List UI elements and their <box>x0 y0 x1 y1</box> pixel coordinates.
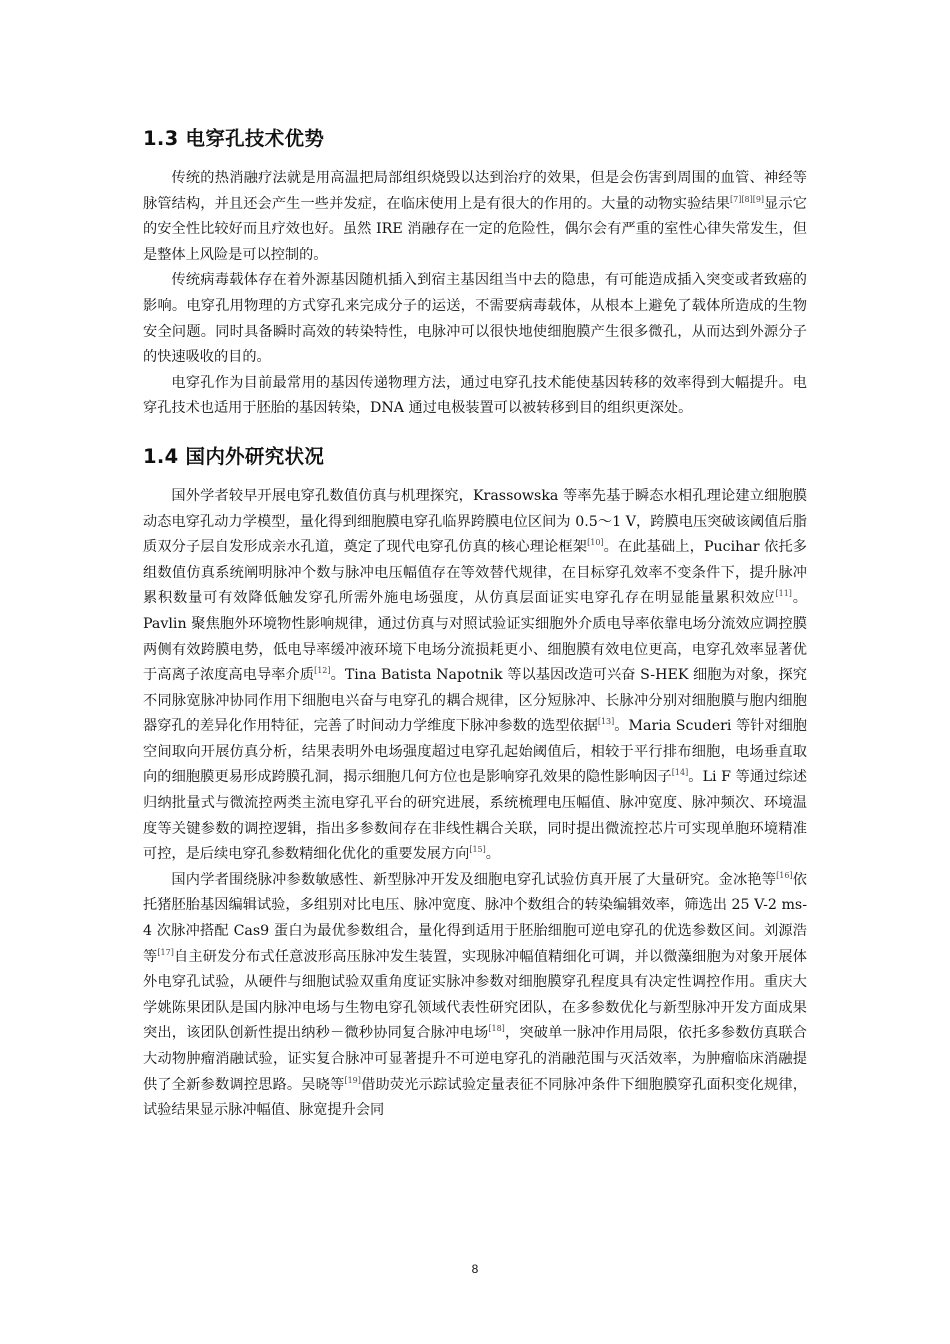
paragraph <box>143 166 807 268</box>
citation: [11] <box>775 589 792 599</box>
text-run: 借助荧光示踪试验定量表征不同脉冲条件下细胞膜穿孔面积变化规律，试验结果显示脉冲幅值、脉宽提升会同 <box>143 1076 807 1119</box>
text-run: 传统的热消融疗法就是用高温把局部组织烧毁以达到治疗的效果，但是会伤害到周围的血管、神经等脉管结构，并且还会产生一些并发症，在临床使用上是有很大的作用的。大量的动物实验结果 <box>143 170 807 212</box>
paragraph <box>143 484 807 868</box>
text-run: 显示它的安全性比较好而且疗效也好。虽然 IRE 消融存在一定的危险性，偶尔会有严重的室性心律失常发生，但是整体上风险是可以控制的。 <box>143 195 807 263</box>
text-run: 。Li F 等通过综述归纳批量式与微流控两类主流电穿孔平台的研究进展，系统梳理电压幅值、脉冲宽度、脉冲频次、环境温度等关键参数的调控逻辑，指出多参数间存在非线性耦合关联，同时提出微流控芯片可实现单胞环境精准可控，是后续电穿孔参数精细化优化的重要发展方向 <box>143 769 807 863</box>
paragraph <box>143 868 807 1124</box>
citation: [13] <box>597 717 615 727</box>
page-number: 8 <box>471 1262 479 1276</box>
paragraph: 传统病毒载体存在着外源基因随机插入到宿主基因组当中去的隐患，有可能造成插入突变或者致癌的影响。电穿孔用物理的方式穿孔来完成分子的运送，不需要病毒载体，从根本上避免了载体所造成的生物安全问题。同时具备瞬时高效的转染特性，电脉冲可以很快地使细胞膜产生很多微孔，从而达到外源分子的快速吸收的目的。 <box>143 272 807 366</box>
citation: [17] <box>157 947 174 957</box>
text-run: 。Pavlin 聚焦胞外环境物性影响规律，通过仿真与对照试验证实细胞外介质电导率依靠电场分流效应调控膜两侧有效跨膜电势，低电导率缓冲液环境下电场分流损耗更小、细胞膜有效电位更高，电穿孔效率显著优于高离子浓度高电导率介质 <box>143 590 807 684</box>
text-run: 国外学者较早开展电穿孔数值仿真与机理探究，Krassowska 等率先基于瞬态水相孔理论建立细胞膜动态电穿孔动力学模型，量化得到细胞膜电穿孔临界跨膜电位区间为 0.5～1 V，跨膜电压突破该阈值后脂质双分子层自发形成亲水孔道，奠定了现代电穿孔仿真的核心理论框架 <box>143 487 807 556</box>
text-run: 。 <box>485 846 500 863</box>
paragraph: 电穿孔作为目前最常用的基因传递物理方法，通过电穿孔技术能使基因转移的效率得到大幅提升。电穿孔技术也适用于胚胎的基因转染，DNA 通过电极装置可以被转移到目的组织更深处。 <box>143 374 807 417</box>
citation: [7][8][9] <box>730 194 765 204</box>
citation: [19] <box>344 1075 361 1085</box>
text-run: 依托猪胚胎基因编辑试验，多组别对比电压、脉冲宽度、脉冲个数组合的转染编辑效率，筛选出 25 V-2 ms-4 次脉冲搭配 Cas9 蛋白为最优参数组合，量化得到适用于胚胎细胞可逆电穿孔的优选参数区间。刘源浩等 <box>143 871 807 965</box>
text-run: 。Maria Scuderi 等针对细胞空间取向开展仿真分析，结果表明外电场强度超过电穿孔起始阈值后，相较于平行排布细胞，电场垂直取向的细胞膜更易形成跨膜孔洞，揭示细胞几何方位也是影响穿孔效果的隐性影响因子 <box>143 718 807 786</box>
citation: [12] <box>314 666 331 676</box>
text-run: 。Tina Batista Napotnik 等以基因改造可兴奋 S-HEK 细胞为对象，探究不同脉宽脉冲协同作用下细胞电兴奋与电穿孔的耦合规律，区分短脉冲、长脉冲分别对细胞膜与胞内细胞器穿孔的差异化作用特征，完善了时间动力学维度下脉冲参数的选型依据 <box>143 667 807 735</box>
citation: [10] <box>587 538 604 548</box>
section-heading-1-4: 1.4 国内外研究状况 <box>143 444 325 468</box>
document-page <box>143 112 807 1124</box>
text-run: ，突破单一脉冲作用局限，依托多参数仿真联合大动物肿瘤消融试验，证实复合脉冲可显著提升不可逆电穿孔的消融范围与灭活效率，为肿瘤临床消融提供了全新参数调控思路。吴晓等 <box>143 1025 807 1093</box>
citation: [16] <box>776 870 793 880</box>
citation: [15] <box>469 845 486 855</box>
citation: [18] <box>488 1024 505 1034</box>
citation: [14] <box>671 768 689 778</box>
section-heading-1-3: 1.3 电穿孔技术优势 <box>143 127 325 150</box>
text-run: 。在此基础上，Pucihar 依托多组数值仿真系统阐明脉冲个数与脉冲电压幅值存在等效替代规律，在目标穿孔效率不变条件下，提升脉冲累积数量可有效降低触发穿孔所需外施电场强度，从仿真层面证实电穿孔存在明显能量累积效应 <box>143 539 807 607</box>
text-run: 自主研发分布式任意波形高压脉冲发生装置，实现脉冲幅值精细化可调，并以微藻细胞为对象开展体外电穿孔试验，从硬件与细胞试验双重角度证实脉冲参数对细胞膜穿孔程度具有决定性调控作用。重庆大学姚陈果团队是国内脉冲电场与生物电穿孔领域代表性研究团队，在多参数优化与新型脉冲开发方面成果突出，该团队创新性提出纳秒－微秒协同复合脉冲电场 <box>143 948 807 1042</box>
text-run: 国内学者围绕脉冲参数敏感性、新型脉冲开发及细胞电穿孔试验仿真开展了大量研究。金冰艳等 <box>171 871 777 888</box>
